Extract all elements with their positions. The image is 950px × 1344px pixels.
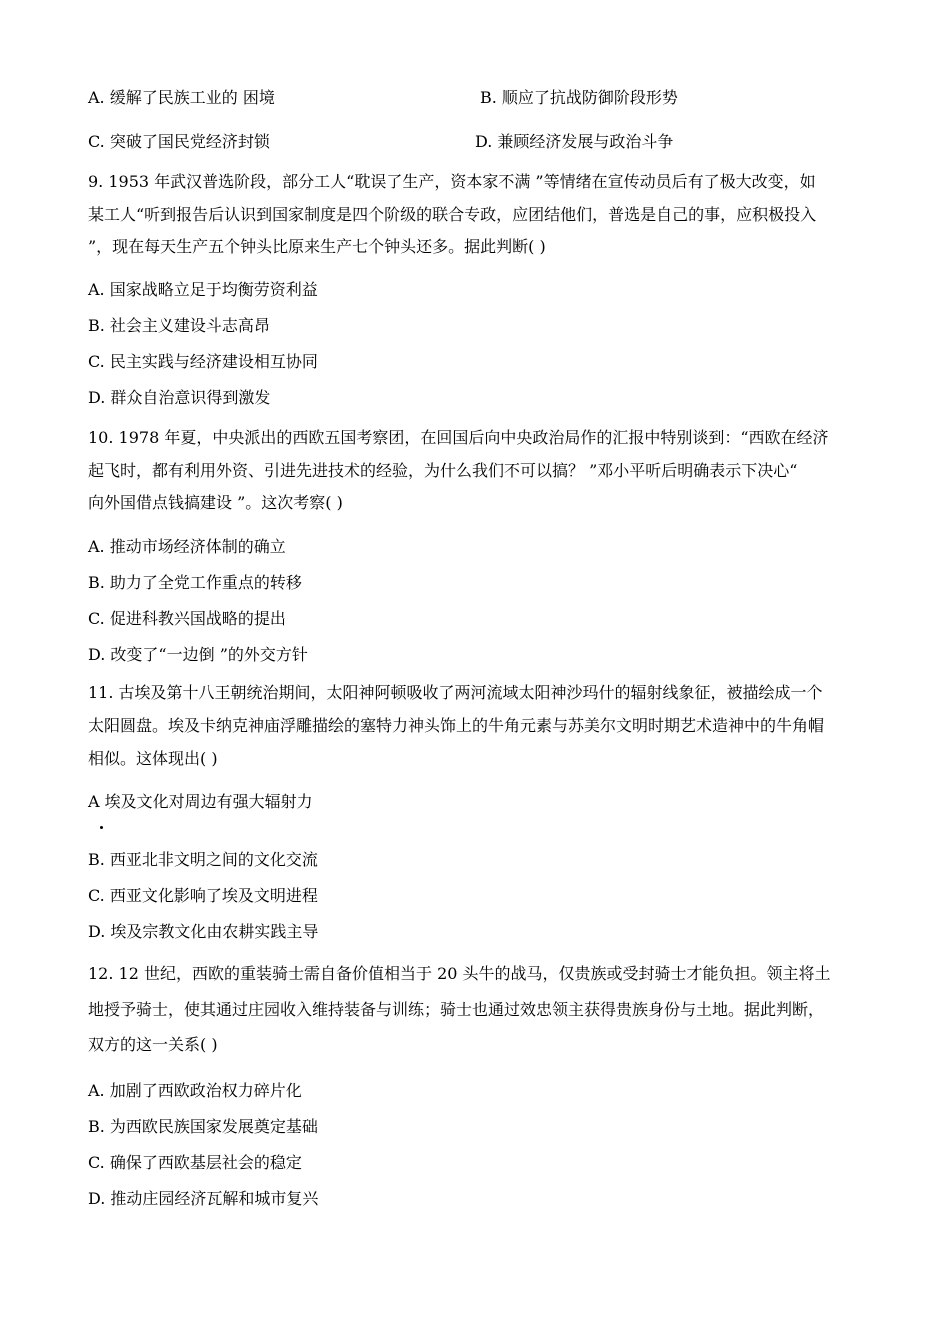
option-b: B. 顺应了抗战防御阶段形势	[480, 88, 678, 107]
stray-dot	[100, 826, 103, 829]
option-b: B. 西亚北非文明之间的文化交流	[88, 850, 318, 869]
option-b: B. 助力了全党工作重点的转移	[88, 573, 302, 592]
question-stem-line: 9. 1953 年武汉普选阶段，部分工人“耽误了生产，资本家不满 ”等情绪在宣传动员后有了极大改变，如	[88, 172, 816, 191]
option-b: B. 为西欧民族国家发展奠定基础	[88, 1117, 318, 1136]
option-b: B. 社会主义建设斗志高昂	[88, 316, 270, 335]
option-c: C. 西亚文化影响了埃及文明进程	[88, 886, 318, 905]
option-d: D. 群众自治意识得到激发	[88, 388, 271, 407]
question-stem-line: 太阳圆盘。埃及卡纳克神庙浮雕描绘的塞特力神头饰上的牛角元素与苏美尔文明时期艺术造神中的牛角帽	[88, 716, 825, 735]
question-stem-line: ”，现在每天生产五个钟头比原来生产七个钟头还多。据此判断( )	[88, 237, 546, 256]
option-a: A. 国家战略立足于均衡劳资利益	[88, 280, 318, 299]
question-stem-line: 11. 古埃及第十八王朝统治期间，太阳神阿顿吸收了两河流域太阳神沙玛什的辐射线象征，被描绘成一个	[88, 683, 823, 702]
question-stem-line: 向外国借点钱搞建设 ”。这次考察( )	[88, 493, 343, 512]
option-d: D. 埃及宗教文化由农耕实践主导	[88, 922, 319, 941]
option-c: C. 确保了西欧基层社会的稳定	[88, 1153, 302, 1172]
option-d: D. 推动庄园经济瓦解和城市复兴	[88, 1189, 319, 1208]
option-a: A 埃及文化对周边有强大辐射力	[88, 792, 313, 811]
option-a: A. 加剧了西欧政治权力碎片化	[88, 1081, 302, 1100]
option-c: C. 民主实践与经济建设相互协同	[88, 352, 318, 371]
option-a: A. 推动市场经济体制的确立	[88, 537, 286, 556]
question-stem-line: 相似。这体现出( )	[88, 749, 218, 768]
question-stem-line: 双方的这一关系( )	[88, 1035, 218, 1054]
option-c: C. 突破了国民党经济封锁	[88, 132, 270, 151]
question-stem-line: 12. 12 世纪，西欧的重装骑士需自备价值相当于 20 头牛的战马，仅贵族或受封骑士才能负担。领主将土	[88, 964, 831, 983]
option-d: D. 改变了“一边倒 ”的外交方针	[88, 645, 308, 664]
option-c: C. 促进科教兴国战略的提出	[88, 609, 286, 628]
question-stem-line: 起飞时，都有利用外资、引进先进技术的经验，为什么我们不可以搞？ ”邓小平听后明确表示下决心“	[88, 461, 798, 480]
question-stem-line: 10. 1978 年夏，中央派出的西欧五国考察团，在回国后向中央政治局作的汇报中特别谈到：“西欧在经济	[88, 428, 829, 447]
question-stem-line: 地授予骑士，使其通过庄园收入维持装备与训练；骑士也通过效忠领主获得贵族身份与土地。据此判断，	[88, 1000, 825, 1019]
option-a: A. 缓解了民族工业的 困境	[88, 88, 275, 107]
question-stem-line: 某工人“听到报告后认识到国家制度是四个阶级的联合专政，应团结他们，普选是自己的事，应积极投入	[88, 205, 817, 224]
option-d: D. 兼顾经济发展与政治斗争	[475, 132, 674, 151]
